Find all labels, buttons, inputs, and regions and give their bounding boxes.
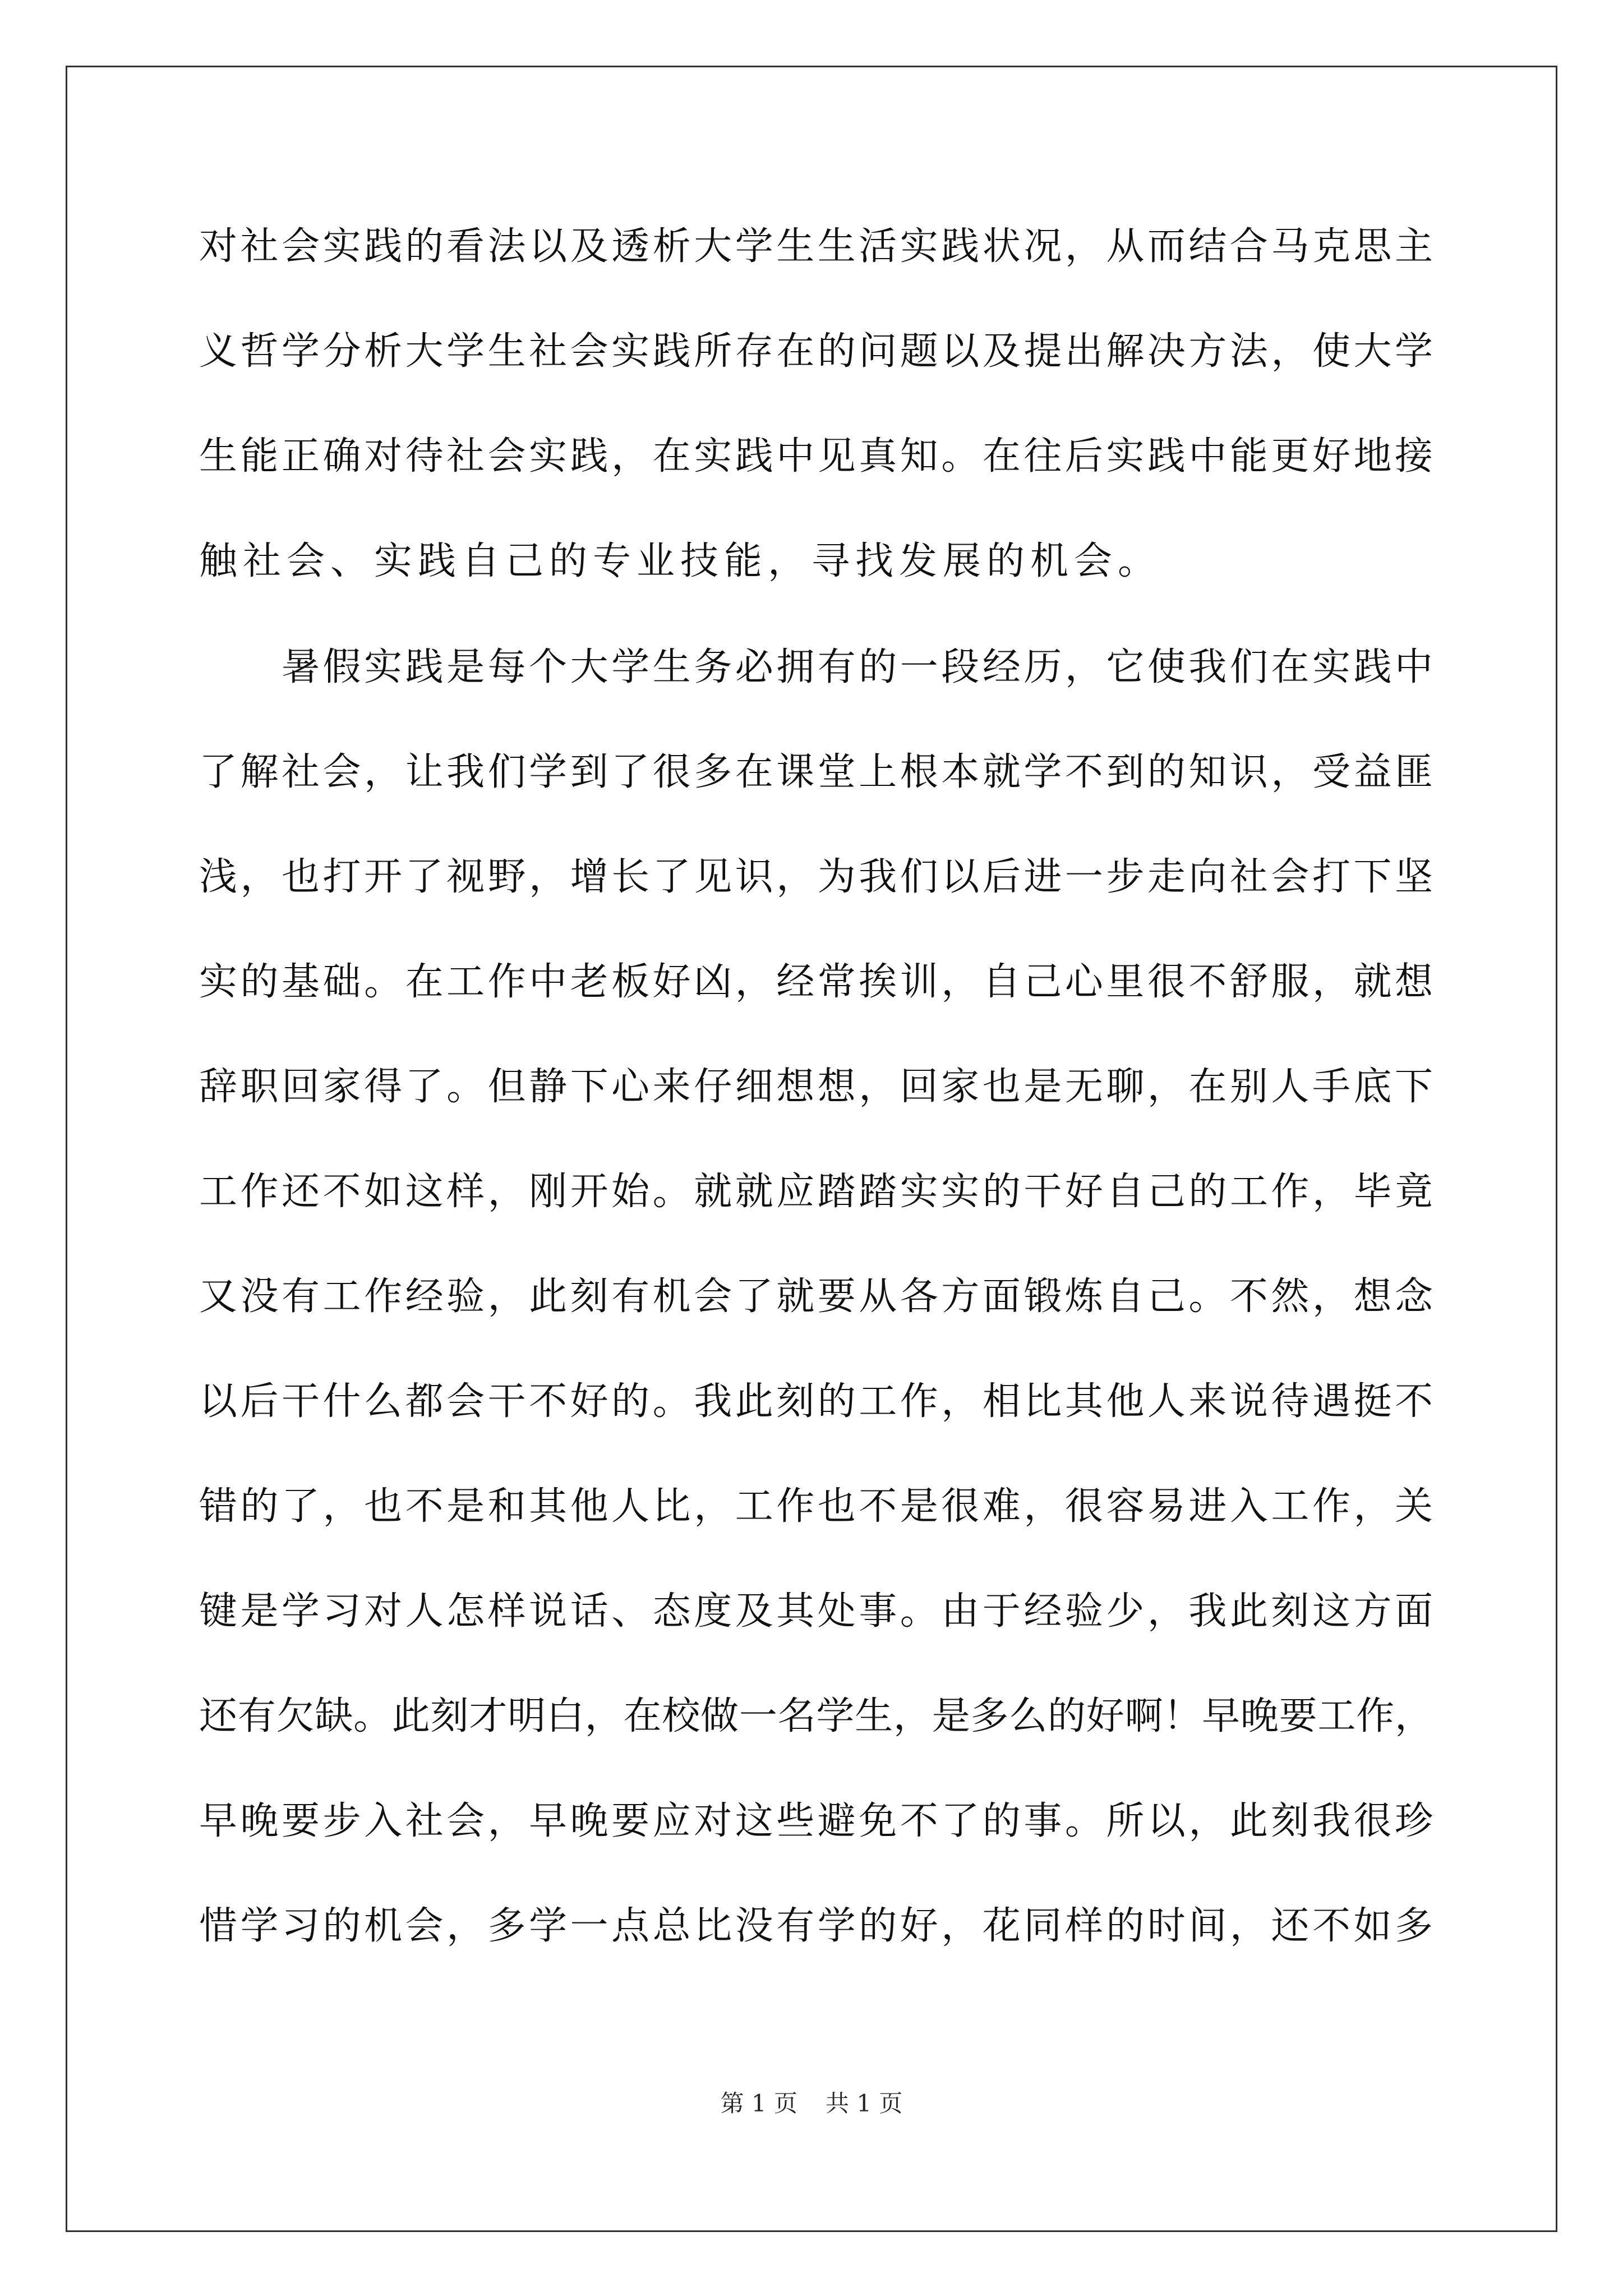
page-footer xyxy=(0,2087,1623,2120)
text-line: 生能正确对待社会实践，在实践中见真知。在往后实践中能更好地接 xyxy=(199,434,1433,478)
text-line: 键是学习对人怎样说话、态度及其处事。由于经验少，我此刻这方面 xyxy=(199,1589,1433,1634)
page-total: 共 1 页 xyxy=(826,2090,903,2117)
text-line: 义哲学分析大学生社会实践所存在的问题以及提出解决方法，使大学 xyxy=(199,329,1433,374)
text-line: 对社会实践的看法以及透析大学生生活实践状况，从而结合马克思主 xyxy=(199,224,1433,269)
text-line: 以后干什么都会干不好的。我此刻的工作，相比其他人来说待遇挺不 xyxy=(199,1379,1433,1424)
text-line: 工作还不如这样，刚开始。就就应踏踏实实的干好自己的工作，毕竟 xyxy=(199,1170,1433,1214)
text-line: 触社会、实践自己的专业技能，寻找发展的机会。 xyxy=(199,539,1162,583)
text-line: 实的基础。在工作中老板好凶，经常挨训，自己心里很不舒服，就想 xyxy=(199,960,1433,1004)
text-line: 又没有工作经验，此刻有机会了就要从各方面锻炼自己。不然，想念 xyxy=(199,1274,1433,1319)
text-line: 早晚要步入社会，早晚要应对这些避免不了的事。所以，此刻我很珍 xyxy=(199,1799,1433,1843)
text-line: 了解社会，让我们学到了很多在课堂上根本就学不到的知识，受益匪 xyxy=(199,750,1433,794)
text-line: 惜学习的机会，多学一点总比没有学的好，花同样的时间，还不如多 xyxy=(199,1904,1433,1948)
text-line: 还有欠缺。此刻才明白，在校做一名学生，是多么的好啊！早晚要工作， xyxy=(199,1694,1433,1738)
text-line: 暑假实践是每个大学生务必拥有的一段经历，它使我们在实践中 xyxy=(199,645,1433,689)
page-number: 第 1 页 xyxy=(720,2090,797,2117)
text-line: 辞职回家得了。但静下心来仔细想想，回家也是无聊，在别人手底下 xyxy=(199,1065,1433,1109)
text-line: 错的了，也不是和其他人比，工作也不是很难，很容易进入工作，关 xyxy=(199,1484,1433,1529)
text-line: 浅，也打开了视野，增长了见识，为我们以后进一步走向社会打下坚 xyxy=(199,855,1433,899)
